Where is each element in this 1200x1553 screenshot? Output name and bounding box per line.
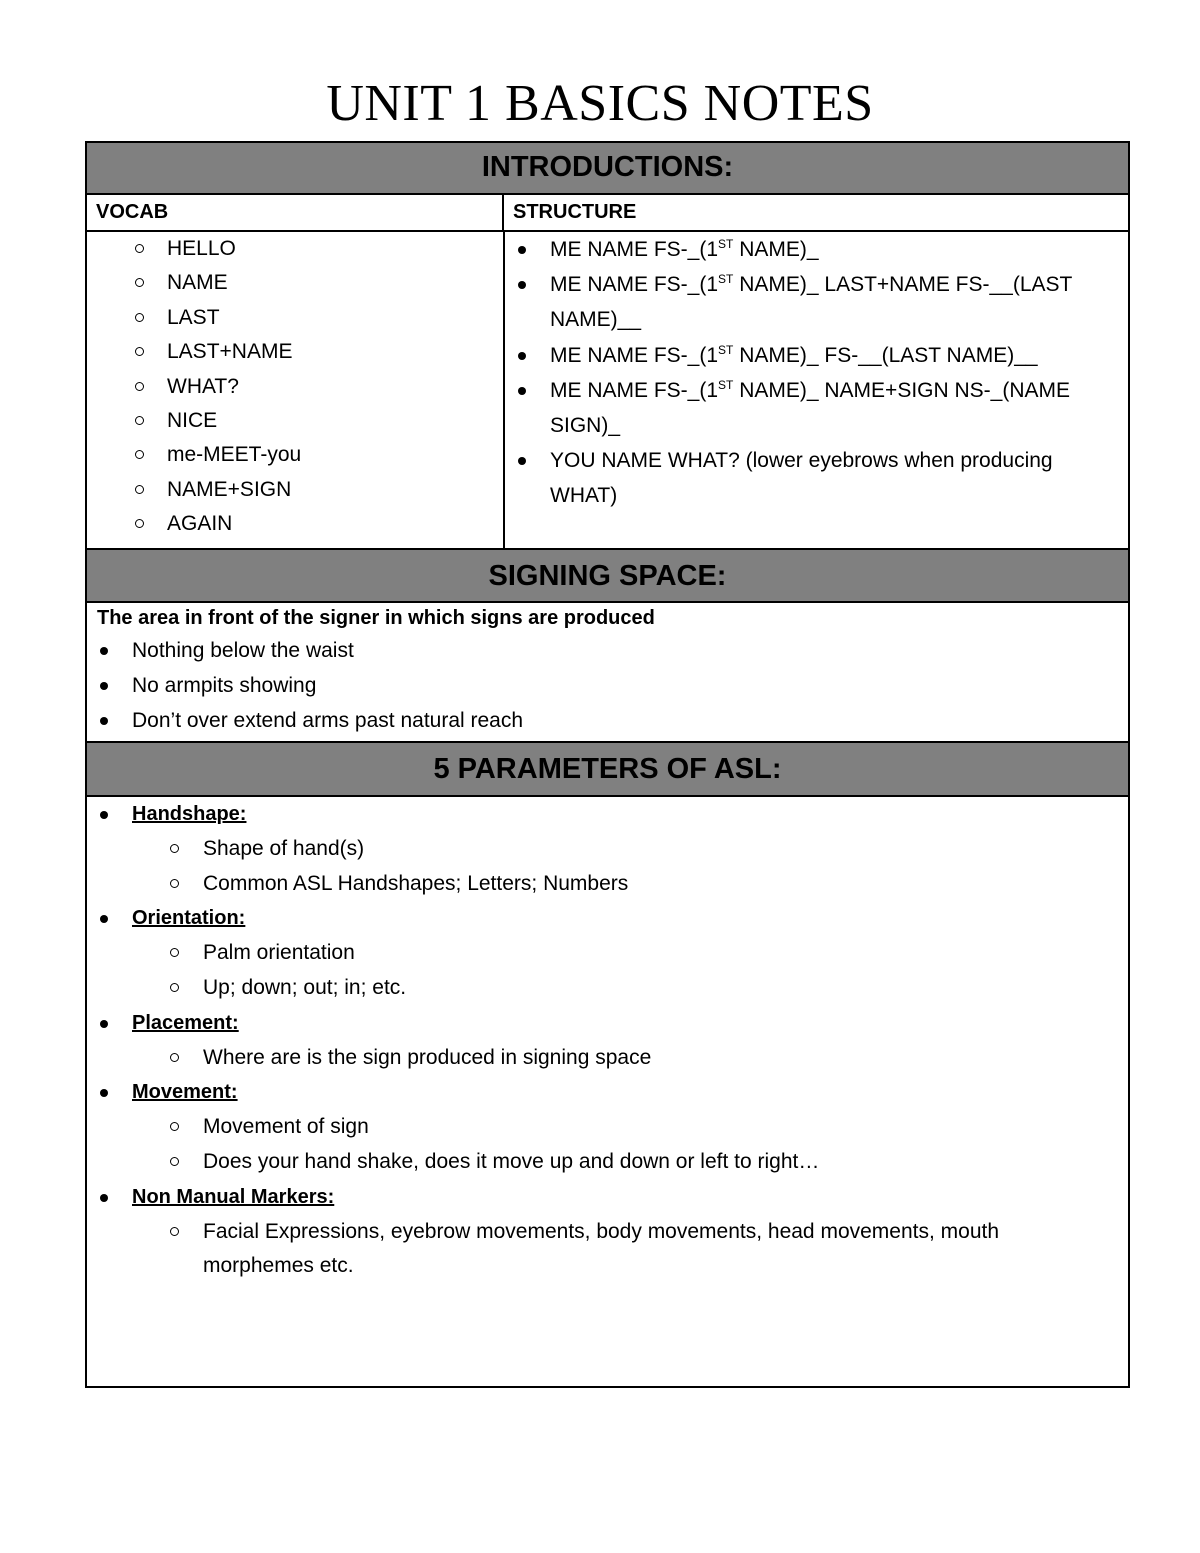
structure-list: [504, 232, 1128, 514]
bullet-icon: [100, 1194, 108, 1202]
vocab-item: [87, 404, 504, 438]
vocab-item: [87, 301, 504, 335]
bullet-icon: [518, 457, 526, 465]
vocab-item: [87, 507, 504, 541]
signing-space-item: [87, 668, 1128, 703]
parameter: [87, 901, 1128, 1005]
parameter-detail: [87, 1041, 1128, 1076]
vocab-text: HELLO: [167, 237, 236, 260]
vocab-text: me-MEET-you: [167, 443, 302, 467]
vocab-item: [87, 232, 504, 266]
parameter-detail-text: Where are is the sign produced in signing space: [203, 1045, 652, 1069]
vocab-item: [87, 335, 504, 369]
structure-text-pre: ME NAME FS-_(1: [550, 238, 719, 261]
structure-text-pre: ME NAME FS-_(1: [550, 343, 719, 367]
hollow-bullet-icon: [170, 844, 179, 853]
structure-text-pre: ME NAME FS-_(1: [550, 273, 719, 297]
hollow-bullet-icon: [170, 1227, 179, 1236]
hollow-bullet-icon: [135, 347, 144, 356]
parameter: [87, 1180, 1128, 1284]
signing-space-text: Nothing below the waist: [132, 639, 354, 662]
parameter-label: [87, 797, 1128, 832]
structure-superscript: ST: [718, 377, 734, 392]
parameter-detail-text: Does your hand shake, does it move up and down or left to right…: [203, 1149, 820, 1173]
bullet-icon: [100, 811, 108, 819]
parameter-detail-text: Shape of hand(s): [203, 836, 365, 860]
parameter-details: [87, 1041, 1128, 1076]
hollow-bullet-icon: [135, 382, 144, 391]
parameter-detail-text: Facial Expressions, eyebrow movements, body movements, head movements, mouth morphemes etc.: [203, 1219, 1000, 1278]
vocab-item: [87, 438, 504, 472]
signing-space-text: Don’t over extend arms past natural reach: [132, 709, 524, 732]
hollow-bullet-icon: [170, 1053, 179, 1062]
hollow-bullet-icon: [135, 278, 144, 287]
parameter-name: Placement:: [132, 1011, 239, 1034]
bullet-icon: [518, 246, 526, 254]
hollow-bullet-icon: [170, 879, 179, 888]
hollow-bullet-icon: [170, 1157, 179, 1166]
parameter: [87, 1075, 1128, 1179]
introductions-heading: INTRODUCTIONS:: [87, 143, 1128, 195]
parameter-detail: [87, 971, 1128, 1006]
parameters-list: [87, 797, 1128, 1284]
hollow-bullet-icon: [170, 1122, 179, 1131]
parameter-detail: [87, 936, 1128, 971]
parameter-name: Orientation:: [132, 907, 246, 930]
bullet-icon: [100, 717, 108, 725]
structure-text-post: NAME)_ LAST+NAME FS-__(LAST NAME)__: [550, 273, 1072, 332]
parameter: [87, 797, 1128, 901]
signing-space-heading: SIGNING SPACE:: [87, 548, 1128, 603]
parameter-detail-text: Up; down; out; in; etc.: [203, 975, 407, 999]
structure-superscript: ST: [718, 237, 734, 251]
parameter: [87, 1006, 1128, 1076]
structure-item: [504, 338, 1128, 373]
vocab-text: AGAIN: [167, 512, 233, 536]
parameter-detail: [87, 832, 1128, 867]
signing-space-definition: The area in front of the signer in which signs are produced: [97, 607, 655, 629]
structure-item: [504, 267, 1128, 337]
parameter-detail: [87, 867, 1128, 902]
vocab-item: [87, 266, 504, 300]
hollow-bullet-icon: [135, 313, 144, 322]
vocab-text: NAME+SIGN: [167, 477, 292, 501]
hollow-bullet-icon: [135, 450, 144, 459]
parameter-name: Non Manual Markers:: [132, 1185, 335, 1208]
bullet-icon: [518, 387, 526, 395]
parameter-detail: [87, 1110, 1128, 1145]
structure-superscript: ST: [718, 342, 734, 357]
vocab-item: [87, 370, 504, 404]
notes-table: [85, 141, 1130, 1388]
parameter-details: [87, 832, 1128, 902]
parameter-detail-text: Palm orientation: [203, 941, 355, 965]
parameter-details: [87, 1110, 1128, 1180]
parameter-detail: [87, 1145, 1128, 1180]
vocab-header: VOCAB: [87, 195, 504, 232]
hollow-bullet-icon: [135, 485, 144, 494]
bullet-icon: [518, 352, 526, 360]
bullet-icon: [100, 647, 108, 655]
parameter-label: [87, 1006, 1128, 1041]
signing-space-text: No armpits showing: [132, 674, 317, 697]
parameters-heading: 5 PARAMETERS OF ASL:: [87, 741, 1128, 797]
structure-text-pre: ME NAME FS-_(1: [550, 378, 719, 402]
parameter-details: [87, 1215, 1128, 1285]
hollow-bullet-icon: [135, 519, 144, 528]
parameter-detail-text: Common ASL Handshapes; Letters; Numbers: [203, 871, 629, 895]
vocab-text: LAST+NAME: [167, 340, 293, 364]
bullet-icon: [100, 682, 108, 690]
bullet-icon: [518, 281, 526, 289]
parameter-name: Movement:: [132, 1081, 238, 1104]
structure-text-post: NAME)_: [733, 238, 819, 261]
bullet-icon: [100, 915, 108, 923]
signing-space-list: [87, 633, 1128, 738]
vocab-text: NAME: [167, 271, 228, 295]
structure-header: STRUCTURE: [504, 195, 1128, 232]
parameter-name: Handshape:: [132, 803, 247, 825]
parameter-label: [87, 1180, 1128, 1215]
vocab-item: [87, 473, 504, 507]
vocab-text: WHAT?: [167, 374, 239, 398]
structure-item: [504, 232, 1128, 267]
hollow-bullet-icon: [170, 983, 179, 992]
vocab-list: [87, 232, 504, 542]
structure-item: [504, 373, 1128, 443]
structure-text-post: NAME)_ NAME+SIGN NS-_(NAME SIGN)_: [550, 378, 1071, 438]
parameter-detail: [87, 1215, 1128, 1285]
bullet-icon: [100, 1020, 108, 1028]
hollow-bullet-icon: [170, 948, 179, 957]
signing-space-item: [87, 703, 1128, 738]
parameter-details: [87, 936, 1128, 1006]
hollow-bullet-icon: [135, 244, 144, 253]
page-title: UNIT 1 BASICS NOTES: [326, 75, 874, 132]
parameter-detail-text: Movement of sign: [203, 1115, 369, 1139]
parameter-label: [87, 901, 1128, 936]
vocab-text: NICE: [167, 408, 218, 432]
signing-space-item: [87, 633, 1128, 668]
structure-text-post: NAME)_ FS-__(LAST NAME)__: [733, 343, 1038, 367]
structure-superscript: ST: [718, 272, 734, 287]
vocab-text: LAST: [167, 305, 220, 329]
structure-text-pre: YOU NAME WHAT? (lower eyebrows when producing WHAT): [550, 449, 1053, 508]
hollow-bullet-icon: [135, 416, 144, 425]
structure-item: [504, 443, 1128, 513]
bullet-icon: [100, 1089, 108, 1097]
parameter-label: [87, 1075, 1128, 1110]
